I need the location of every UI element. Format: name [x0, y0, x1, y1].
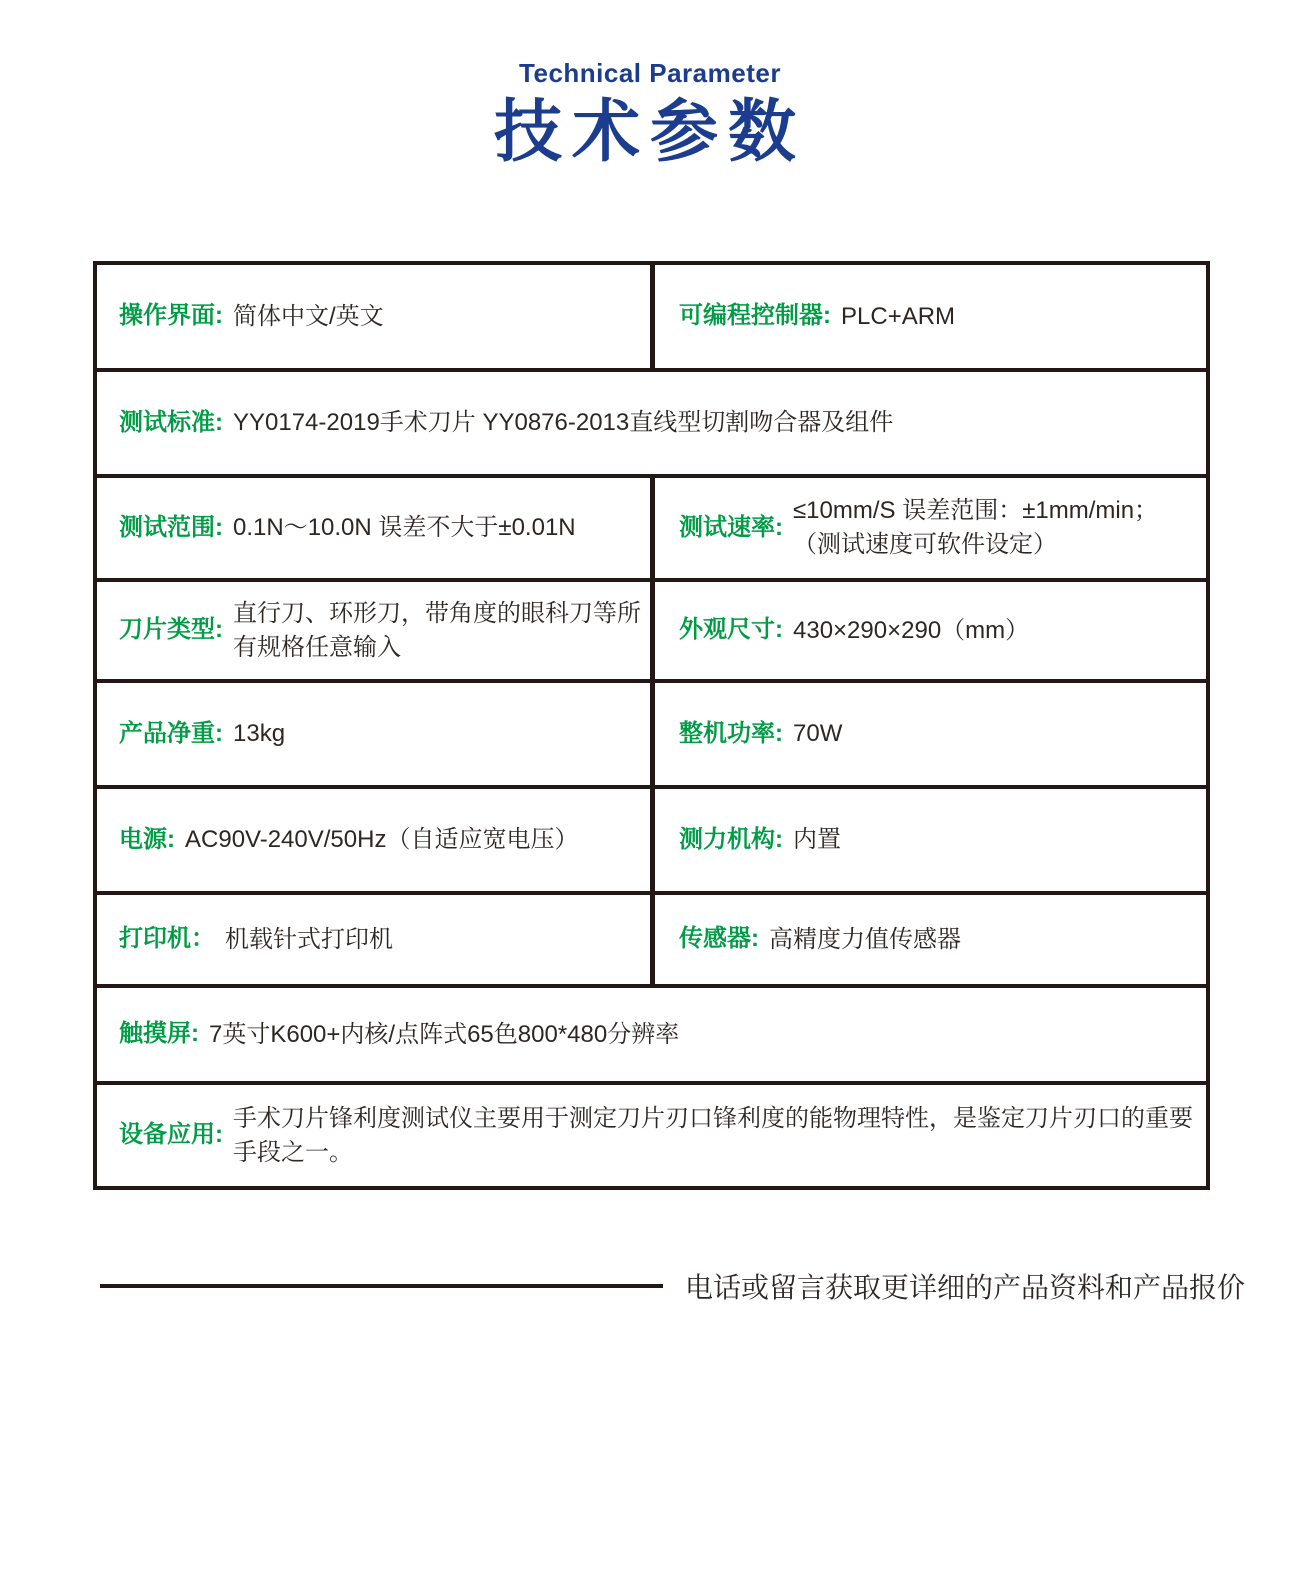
- param-value: AC90V-240V/50Hz（自适应宽电压）: [185, 826, 579, 854]
- param-value: 手术刀片锋利度测试仪主要用于测定刀片刃口锋利度的能物理特性，是鉴定刀片刃口的重要手段之一。: [233, 1104, 1193, 1166]
- param-label: 产品净重:: [119, 719, 223, 747]
- param-label: 电源:: [119, 825, 175, 853]
- param-value: YY0174-2019手术刀片 YY0876-2013直线型切割吻合器及组件: [233, 409, 894, 437]
- page-header: [0, 58, 1300, 170]
- table-row: [97, 895, 1206, 988]
- spec-table: [93, 261, 1210, 1190]
- param-value: 内置: [793, 826, 841, 854]
- param-label: 测力机构:: [679, 825, 783, 853]
- param-label: 测试范围:: [119, 513, 223, 541]
- table-row: [97, 1085, 1206, 1186]
- param-cell-touchscreen: [97, 988, 1206, 1081]
- param-value: 0.1N～10.0N 误差不大于±0.01N: [233, 514, 576, 542]
- param-label: 设备应用:: [119, 1121, 223, 1149]
- param-cell-operation-interface: [97, 265, 650, 368]
- param-label: 触摸屏:: [119, 1020, 199, 1048]
- param-label: 操作界面:: [119, 302, 223, 330]
- param-cell-blade-type: [97, 582, 650, 679]
- page-title-zh: 技术参数: [493, 94, 806, 170]
- table-row: [97, 265, 1206, 372]
- param-cell-force-mechanism: [650, 789, 1206, 891]
- param-cell-application: [97, 1085, 1206, 1186]
- param-cell-power-supply: [97, 789, 650, 891]
- param-cell-test-range: [97, 478, 650, 578]
- footer: [100, 1266, 1246, 1306]
- table-row: [97, 789, 1206, 895]
- table-row: [97, 582, 1206, 683]
- footer-note: 电话或留言获取更详细的产品资料和产品报价: [685, 1272, 1246, 1303]
- param-cell-net-weight: [97, 683, 650, 785]
- param-cell-sensor: [650, 895, 1206, 984]
- param-value: 13kg: [233, 720, 286, 748]
- param-value: 机载针式打印机: [225, 925, 393, 953]
- param-label: 打印机：: [119, 925, 215, 953]
- param-value: 高精度力值传感器: [769, 925, 961, 953]
- param-cell-programmable-controller: [650, 265, 1206, 368]
- page-title-en: Technical Parameter: [519, 58, 781, 88]
- param-label: 可编程控制器:: [679, 302, 831, 330]
- param-label: 整机功率:: [679, 719, 783, 747]
- param-value: ≤10mm/S 误差范围：±1mm/min； （测试速度可软件设定）: [793, 497, 1159, 558]
- param-value: 7英寸K600+内核/点阵式65色800*480分辨率: [209, 1020, 680, 1048]
- param-label: 外观尺寸:: [679, 616, 783, 644]
- footer-divider-line: [100, 1284, 663, 1288]
- table-row: [97, 478, 1206, 582]
- param-cell-test-standard: [97, 372, 1206, 474]
- param-value: 简体中文/英文: [233, 302, 384, 330]
- param-value: 430×290×290（mm）: [793, 616, 1030, 644]
- param-label: 刀片类型:: [119, 616, 223, 644]
- param-label: 测试标准:: [119, 408, 223, 436]
- table-row: [97, 372, 1206, 478]
- param-label: 传感器:: [679, 925, 759, 953]
- param-cell-power-rating: [650, 683, 1206, 785]
- param-cell-dimensions: [650, 582, 1206, 679]
- table-row: [97, 988, 1206, 1085]
- param-value: 70W: [793, 720, 843, 748]
- param-cell-test-speed: [650, 478, 1206, 578]
- param-cell-printer: [97, 895, 650, 984]
- param-value: 直行刀、环形刀，带角度的眼科刀等所有规格任意输入: [233, 599, 641, 661]
- param-value: PLC+ARM: [841, 302, 956, 330]
- param-label: 测试速率:: [679, 513, 783, 541]
- table-row: [97, 683, 1206, 789]
